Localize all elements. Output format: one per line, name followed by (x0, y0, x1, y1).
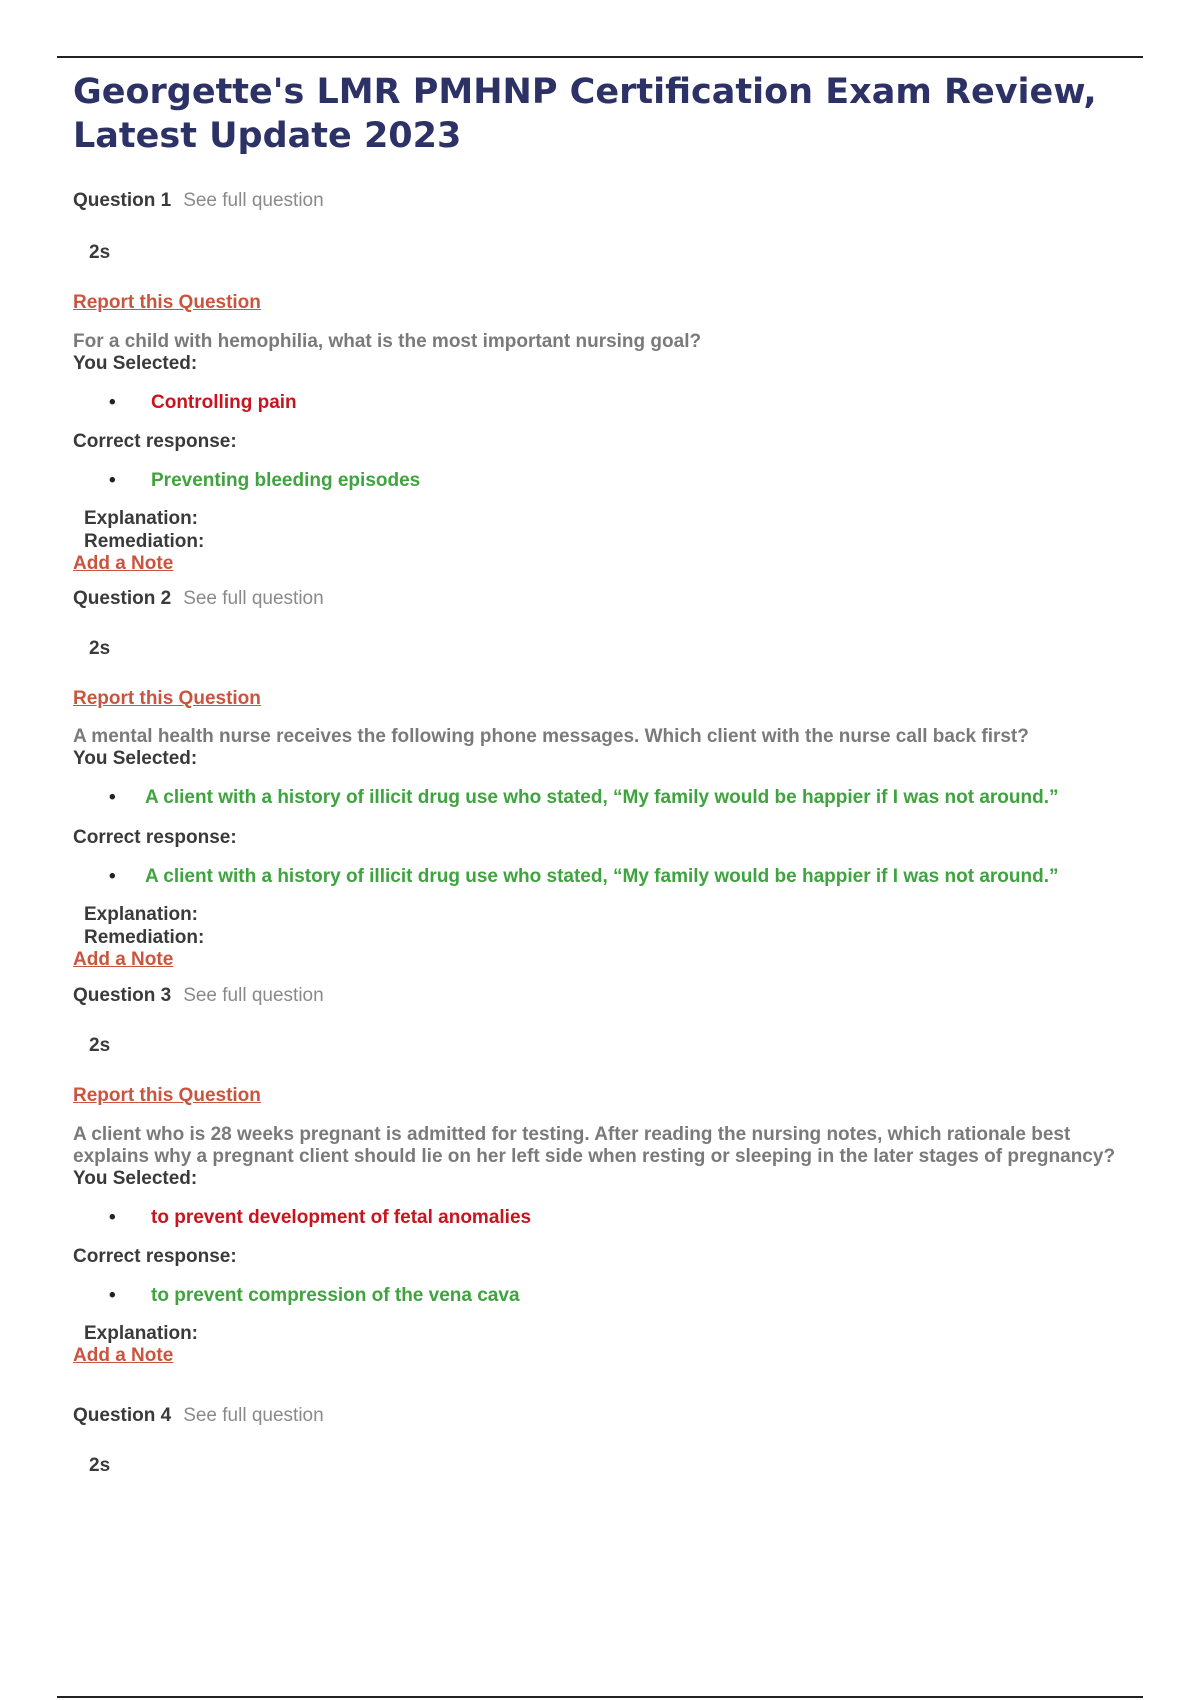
report-question-link[interactable]: Report this Question (73, 292, 261, 313)
question-heading (73, 588, 1133, 610)
see-full-question-link[interactable]: See full question (183, 985, 324, 1006)
correct-response-label: Correct response: (73, 827, 237, 848)
selected-answer-text: Controlling pain (151, 392, 297, 413)
remediation-label: Remediation: (84, 531, 205, 552)
correct-response-label: Correct response: (73, 1246, 237, 1267)
bullet-icon: • (109, 1207, 116, 1228)
selected-answer-text: to prevent development of fetal anomalies (151, 1207, 532, 1228)
time-spent: 2s (89, 1035, 111, 1056)
question-block-4 (73, 1405, 1133, 1477)
bullet-icon: • (109, 787, 116, 808)
correct-answer-text: to prevent compression of the vena cava (151, 1285, 520, 1306)
time-spent: 2s (89, 242, 111, 263)
see-full-question-link[interactable]: See full question (183, 190, 324, 211)
page-title: Georgette's LMR PMHNP Certification Exam Review, Latest Update 2023 (73, 72, 1097, 156)
correct-answer (73, 470, 1133, 492)
time-spent: 2s (89, 1455, 111, 1476)
report-question-link[interactable]: Report this Question (73, 1085, 261, 1106)
bottom-rule (57, 1696, 1143, 1698)
bullet-icon: • (109, 392, 116, 413)
remediation-label: Remediation: (84, 927, 205, 948)
question-heading (73, 985, 1133, 1007)
you-selected-label: You Selected: (73, 353, 198, 374)
question-number: Question 3 (73, 985, 172, 1006)
report-question-link[interactable]: Report this Question (73, 688, 261, 709)
selected-answer (73, 392, 1133, 414)
time-spent: 2s (89, 638, 111, 659)
bullet-icon: • (109, 470, 116, 491)
question-number: Question 1 (73, 190, 172, 211)
correct-response-label: Correct response: (73, 431, 237, 452)
bullet-icon: • (109, 866, 116, 887)
question-number: Question 4 (73, 1405, 172, 1426)
question-block-1 (73, 190, 1133, 575)
selected-answer-text: A client with a history of illicit drug use who stated, “My family would be happier if I was not around.” (145, 787, 1059, 808)
explanation-label: Explanation: (84, 1323, 199, 1344)
question-block-3 (73, 985, 1133, 1367)
correct-answer (73, 866, 1133, 888)
question-number: Question 2 (73, 588, 172, 609)
correct-answer-text: Preventing bleeding episodes (151, 470, 421, 491)
question-heading (73, 190, 1133, 212)
explanation-label: Explanation: (84, 904, 199, 925)
selected-answer (73, 787, 1133, 809)
add-note-link[interactable]: Add a Note (73, 553, 174, 574)
selected-answer (73, 1207, 1133, 1229)
page-content (73, 70, 1133, 1476)
see-full-question-link[interactable]: See full question (183, 1405, 324, 1426)
question-text: For a child with hemophilia, what is the most important nursing goal? (73, 331, 702, 352)
correct-answer-text: A client with a history of illicit drug use who stated, “My family would be happier if I was not around.” (145, 866, 1059, 887)
add-note-link[interactable]: Add a Note (73, 1345, 174, 1366)
add-note-link[interactable]: Add a Note (73, 949, 174, 970)
question-heading (73, 1405, 1133, 1427)
correct-answer (73, 1285, 1133, 1307)
top-rule (57, 56, 1143, 58)
you-selected-label: You Selected: (73, 748, 198, 769)
bullet-icon: • (109, 1285, 116, 1306)
see-full-question-link[interactable]: See full question (183, 588, 324, 609)
question-text: A client who is 28 weeks pregnant is admitted for testing. After reading the nursing notes, which rationale best explains why a pregnant client should lie on her left side when resting or sleeping in the later stages of pregnancy? (73, 1124, 1116, 1167)
you-selected-label: You Selected: (73, 1168, 198, 1189)
question-block-2 (73, 588, 1133, 971)
question-text: A mental health nurse receives the following phone messages. Which client with the nurse call back first? (73, 726, 1029, 747)
explanation-label: Explanation: (84, 508, 199, 529)
